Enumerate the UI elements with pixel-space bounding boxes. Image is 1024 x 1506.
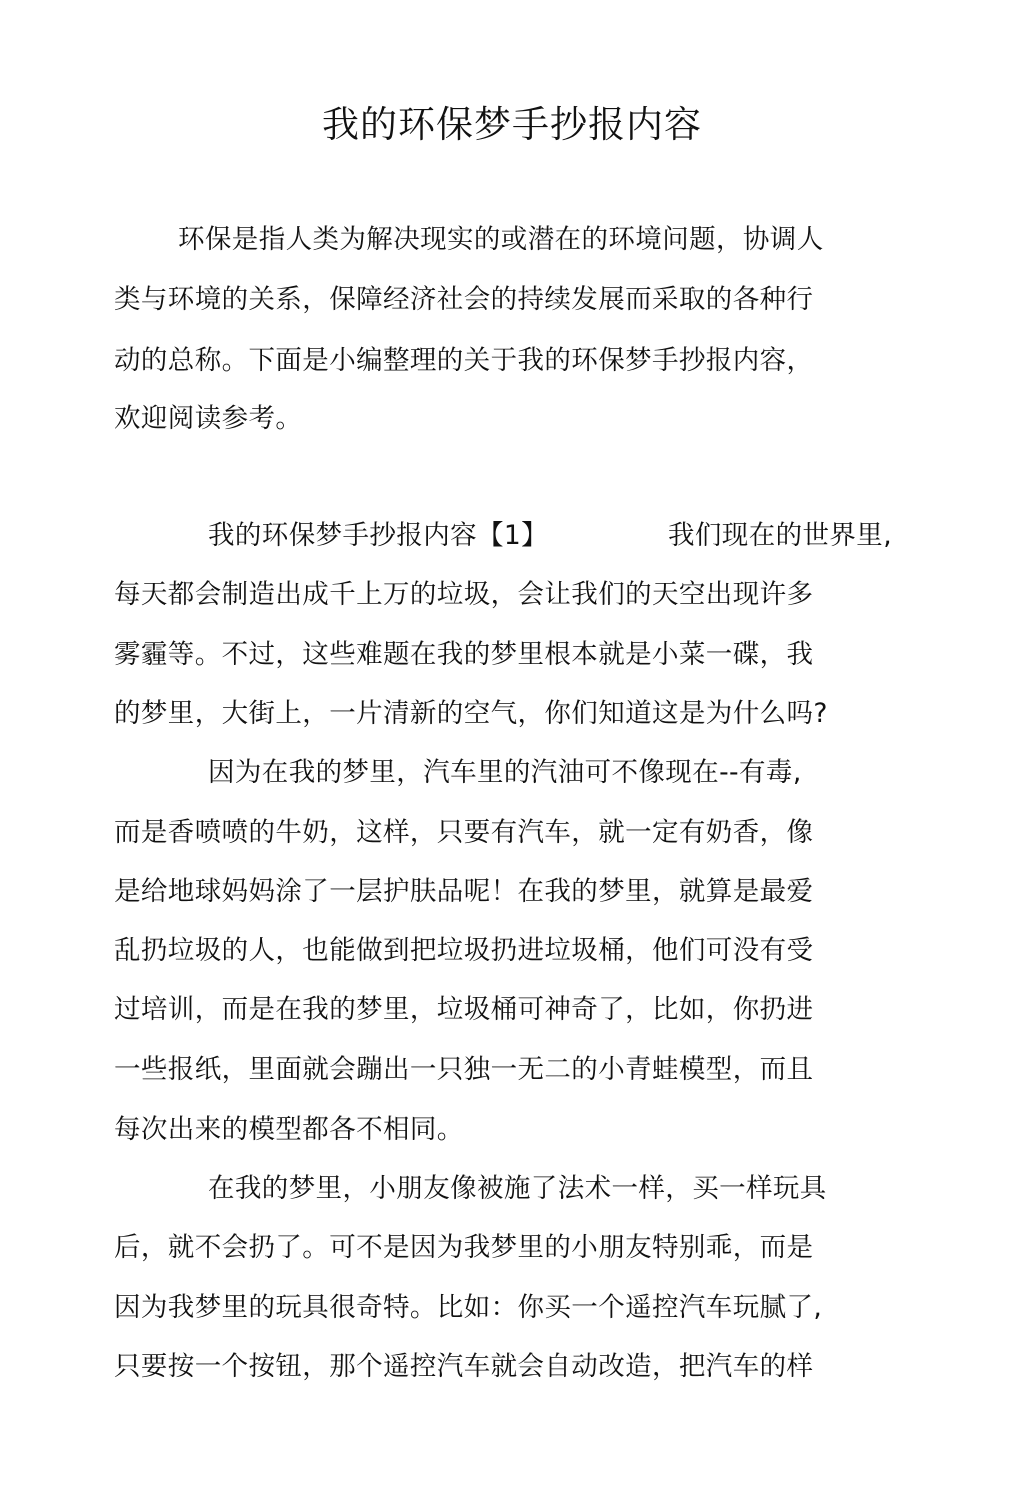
- paragraph-2-line-5: 过培训，而是在我的梦里，垃圾桶可神奇了，比如，你扔进: [114, 994, 814, 1025]
- paragraph-2-line-2: 而是香喷喷的牛奶，这样，只要有汽车，就一定有奶香，像: [114, 817, 814, 848]
- paragraph-2-line-3: 是给地球妈妈涂了一层护肤品呢！在我的梦里，就算是最爱: [114, 876, 814, 907]
- paragraph-2-line-7: 每次出来的模型都各不相同。: [114, 1114, 464, 1145]
- page-title: 我的环保梦手抄报内容: [322, 103, 702, 146]
- paragraph-3-line-1: 在我的梦里，小朋友像被施了法术一样，买一样玩具: [208, 1173, 827, 1204]
- paragraph-1-line-3: 的梦里，大街上，一片清新的空气，你们知道这是为什么吗?: [114, 698, 828, 729]
- paragraph-3-line-3: 因为我梦里的玩具很奇特。比如：你买一个遥控汽车玩腻了,: [114, 1292, 823, 1323]
- intro-line-2: 类与环境的关系，保障经济社会的持续发展而采取的各种行: [114, 284, 814, 315]
- section-heading-tail: 我们现在的世界里,: [668, 520, 893, 551]
- paragraph-3-line-4: 只要按一个按钮，那个遥控汽车就会自动改造，把汽车的样: [114, 1351, 814, 1382]
- intro-line-3: 动的总称。下面是小编整理的关于我的环保梦手抄报内容，: [114, 345, 814, 376]
- intro-line-1: 环保是指人类为解决现实的或潜在的环境问题，协调人: [178, 224, 824, 255]
- paragraph-1-line-1: 每天都会制造出成千上万的垃圾，会让我们的天空出现许多: [114, 579, 814, 610]
- paragraph-2-line-6: 一些报纸，里面就会蹦出一只独一无二的小青蛙模型，而且: [114, 1054, 814, 1085]
- section-heading: 我的环保梦手抄报内容【1】: [208, 520, 549, 551]
- paragraph-2-line-4: 乱扔垃圾的人，也能做到把垃圾扔进垃圾桶，他们可没有受: [114, 935, 814, 966]
- paragraph-3-line-2: 后，就不会扔了。可不是因为我梦里的小朋友特别乖，而是: [114, 1232, 814, 1263]
- paragraph-1-line-2: 雾霾等。不过，这些难题在我的梦里根本就是小菜一碟，我: [114, 639, 814, 670]
- paragraph-2-line-1: 因为在我的梦里，汽车里的汽油可不像现在--有毒,: [208, 757, 802, 788]
- intro-line-4: 欢迎阅读参考。: [114, 403, 303, 434]
